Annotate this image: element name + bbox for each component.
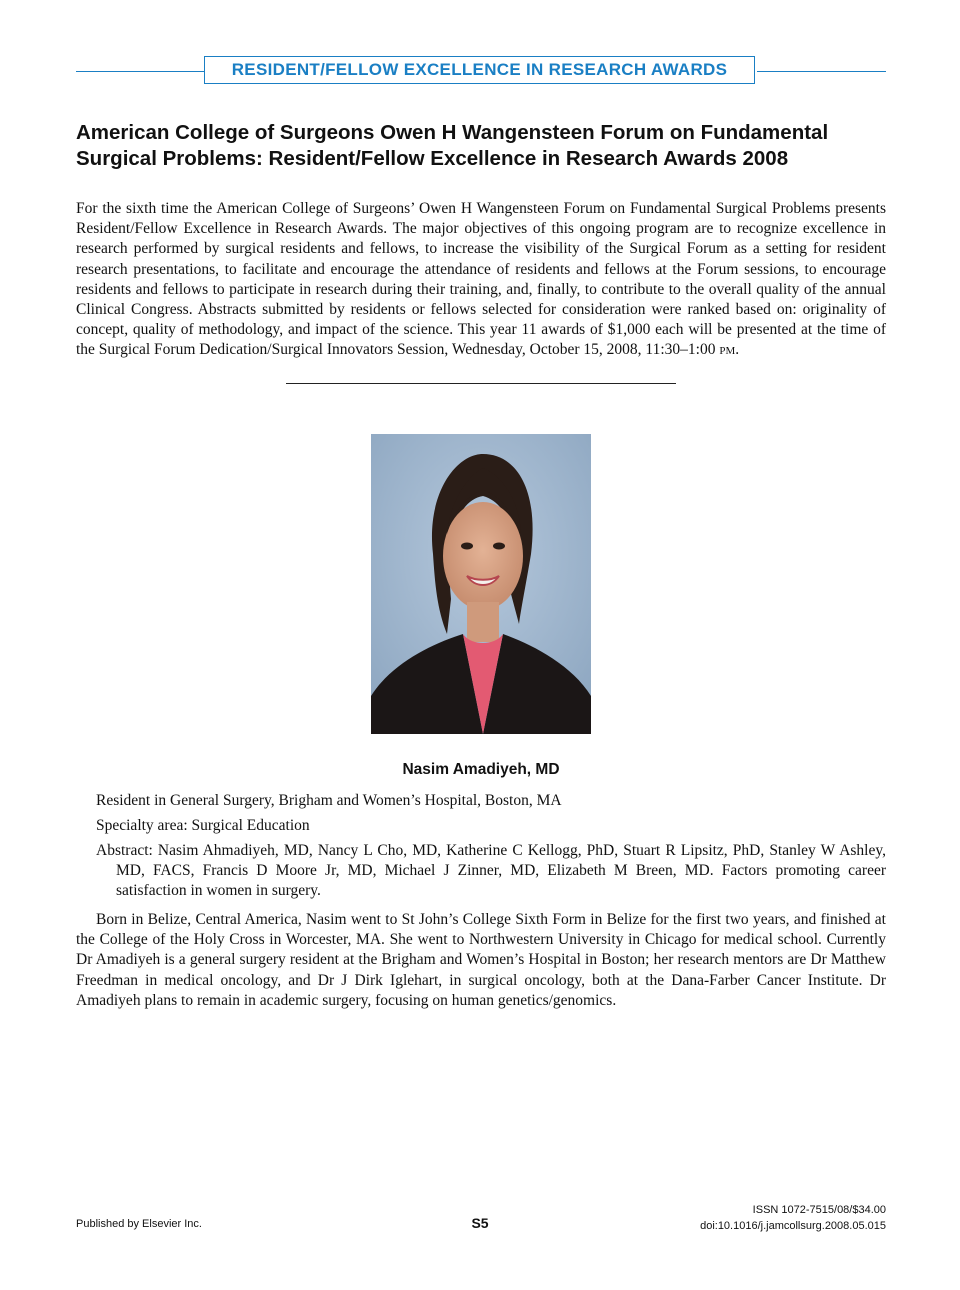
awardee-bio: Born in Belize, Central America, Nasim went to St John’s College Sixth Form in Belize for the first two years, and finished at the College of the Holy Cross in Worcester, MA. She went to Northwestern University in Chicago for medical school. Currently Dr Amadiyeh is a general surgery resident at the Brigham and Women’s Hospital in Boston; her research mentors are Dr Matthew Freedman in medical oncology, and Dr J Dirk Iglehart, in surgical oncology, both at the Dana-Farber Cancer Institute. Dr Amadiyeh plans to remain in academic surgery, focusing on human genetics/genomics. <box>76 911 886 1009</box>
eye-right <box>493 543 505 550</box>
page-number: S5 <box>471 1215 489 1231</box>
awardee-specialty: Specialty area: Surgical Education <box>96 817 310 834</box>
publisher-note: Published by Elsevier Inc. <box>76 1218 202 1230</box>
banner-rule-right <box>757 71 886 72</box>
awardee-name: Nasim Amadiyeh, MD <box>402 761 560 778</box>
face-shape <box>443 502 523 610</box>
intro-pm: pm <box>719 341 736 359</box>
awardee-position: Resident in General Surgery, Brigham and Women’s Hospital, Boston, MA <box>96 792 562 809</box>
doi-text: doi:10.1016/j.jamcollsurg.2008.05.015 <box>700 1220 886 1232</box>
intro-end: . <box>735 341 740 359</box>
intro-text: For the sixth time the American College of Surgeons’ Owen H Wangensteen Forum on Fundamental Surgical Problems presents Resident/Fellow Excellence in Research Awards. The major objectives of this ongoing program are to recognize excellence in research performed by surgical residents and fellows, to increase the visibility of the Surgical Forum as a setting for resident research presentations, to facilitate and encourage the attendance of residents and fellows at the Forum sessions, to encourage residents and fellows to participate in research during their training, and, finally, to contribute to the overall quality of the annual Clinical Congress. Abstracts submitted by residents or fellows selected for consideration were ranked based on: originality of concept, quality of methodology, and impact of the science. This year 11 awards of $1,000 each will be presented at the time of the Surgical Forum Dedication/Surgical Innovators Session, Wednesday, October 15, 2008, 11:30–1:00 <box>76 200 886 359</box>
section-divider <box>286 383 676 384</box>
banner-rule-left <box>76 71 204 72</box>
article-title: American College of Surgeons Owen H Wangensteen Forum on Fundamental Surgical Problems: Resident/Fellow Excellence in Research Awards 2008 <box>76 121 829 170</box>
citation-block <box>700 1202 886 1234</box>
awardee-abstract: Abstract: Nasim Ahmadiyeh, MD, Nancy L Cho, MD, Katherine C Kellogg, PhD, Stuart R Lipsitz, PhD, Stanley W Ashley, MD, FACS, Francis D Moore Jr, MD, Michael J Zinner, MD, Elizabeth M Breen, MD. Factors promoting career satisfaction in women in surgery. <box>96 842 886 900</box>
eye-left <box>461 543 473 550</box>
neck-shape <box>467 602 499 642</box>
awardee-portrait <box>371 434 591 734</box>
issn-text: ISSN 1072-7515/08/$34.00 <box>752 1204 886 1216</box>
intro-paragraph <box>76 199 886 361</box>
section-banner: RESIDENT/FELLOW EXCELLENCE IN RESEARCH AWARDS <box>204 56 755 84</box>
